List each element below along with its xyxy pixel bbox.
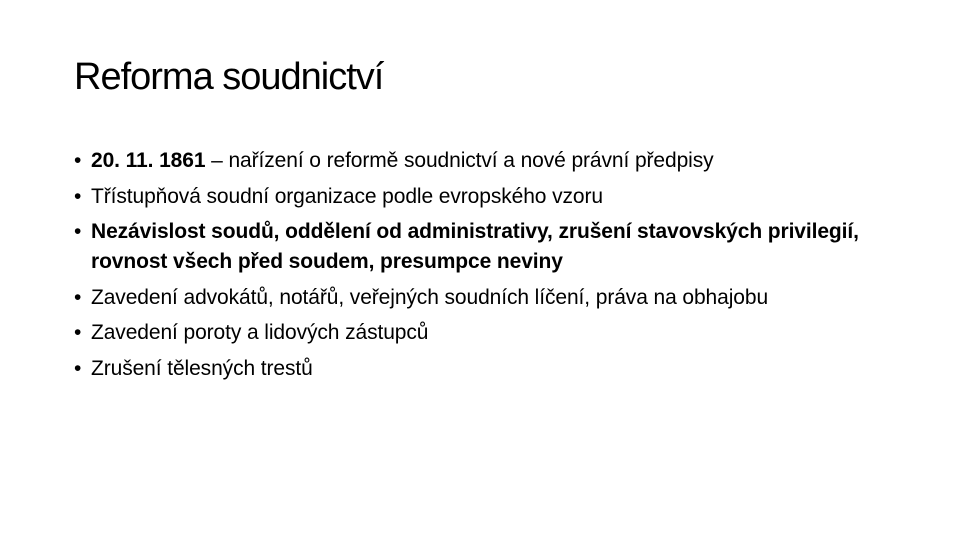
bullet-item <box>74 318 894 348</box>
bullet-text: Zavedení advokátů, notářů, veřejných soudních líčení, práva na obhajobu <box>91 285 769 309</box>
bullet-icon: • <box>74 356 82 380</box>
bullet-icon: • <box>74 285 82 309</box>
bullet-item <box>74 182 894 212</box>
bullet-item <box>74 354 894 384</box>
bullet-item <box>74 283 894 313</box>
bullet-text: Zrušení tělesných trestů <box>91 356 313 380</box>
bullet-text: Nezávislost soudů, oddělení od administrativy, zrušení stavovských privilegií, rovnost všech před soudem, presumpce neviny <box>91 220 859 273</box>
slide-title: Reforma soudnictví <box>74 56 384 98</box>
bullet-text: – nařízení o reformě soudnictví a nové právní předpisy <box>205 149 714 172</box>
bullet-icon: • <box>74 220 82 243</box>
bullet-date: 20. 11. 1861 <box>91 149 206 172</box>
bullet-icon: • <box>74 149 82 172</box>
bullet-list <box>74 146 894 389</box>
bullet-icon: • <box>74 184 82 208</box>
bullet-text: Zavedení poroty a lidových zástupců <box>91 321 429 344</box>
bullet-icon: • <box>74 321 82 344</box>
bullet-item <box>74 217 894 277</box>
bullet-text: Třístupňová soudní organizace podle evropského vzoru <box>91 184 603 208</box>
bullet-item <box>74 146 894 176</box>
